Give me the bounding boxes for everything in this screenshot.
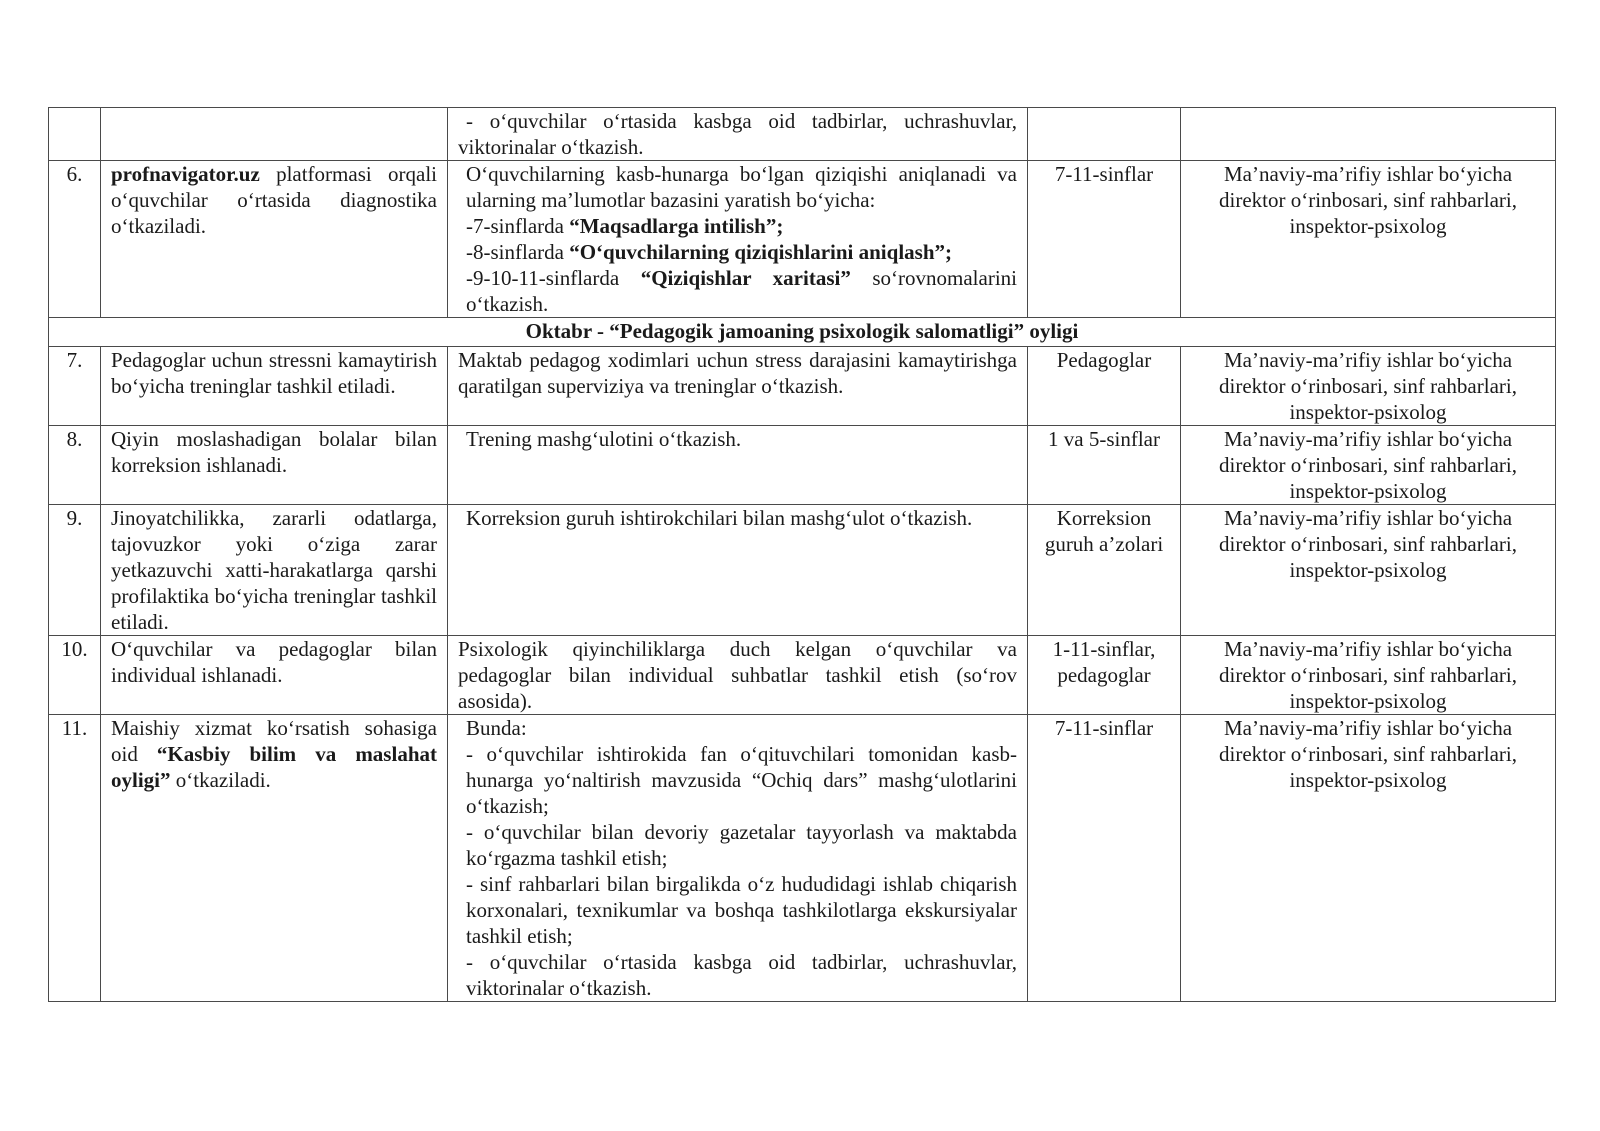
description-item: - sinf rahbarlari bilan birgalikda o‘z hududidagi ishlab chiqarish korxonalari, texnikumlar va boshqa tashkilotlarga ekskursiyalar tashkil etish; [466,872,1017,948]
activity-cell [101,108,448,161]
platform-name: profnavigator.uz [111,162,260,186]
plan-table [48,107,1556,1002]
description-cell [448,108,1028,161]
activity-cell: Jinoyatchilikka, zararli odatlarga, tajovuzkor yoki o‘ziga zarar yetkazuvchi xatti-harakatlarga qarshi profilaktika bo‘yicha treninglar tashkil etiladi. [101,505,448,636]
description-cell: Maktab pedagog xodimlari uchun stress darajasini kamaytirishga qaratilgan superviziya va treninglar o‘tkazish. [448,347,1028,426]
section-row [49,318,1556,347]
description-text: Korreksion guruh ishtirokchilari bilan mashg‘ulot o‘tkazish. [466,506,973,530]
activity-text: platformasi orqali o‘quvchilar o‘rtasida diagnostika o‘tkaziladi. [111,162,437,238]
description-intro: Bunda: [466,716,527,740]
section-title: Oktabr - “Pedagogik jamoaning psixologik salomatligi” oyligi [49,318,1556,347]
row-number [49,108,101,161]
description-item: - o‘quvchilar o‘rtasida kasbga oid tadbirlar, uchrashuvlar, viktorinalar o‘tkazish. [466,950,1017,1000]
description-cell [448,426,1028,505]
row-number: 9. [49,505,101,636]
table-row [49,715,1556,1002]
description-cell [448,161,1028,318]
item-prefix: -7-sinflarda [466,214,570,238]
target-cell: 7-11-sinflar [1028,715,1181,1002]
target-cell: Korreksion guruh a’zolari [1028,505,1181,636]
target-cell: 1-11-sinflar, pedagoglar [1028,636,1181,715]
description-item [458,239,1017,265]
table-row [49,505,1556,636]
table-row [49,636,1556,715]
activity-cell [101,715,448,1002]
event-title: “Kasbiy bilim va maslahat oyligi” [111,742,437,792]
target-cell: Pedagoglar [1028,347,1181,426]
description-text: - o‘quvchilar o‘rtasida kasbga oid tadbirlar, uchrashuvlar, viktorinalar o‘tkazish. [458,109,1017,159]
description-cell: Psixologik qiyinchiliklarga duch kelgan o‘quvchilar va pedagoglar bilan individual suhbatlar tashkil etish (so‘rov asosida). [448,636,1028,715]
description-item [458,213,1017,239]
target-cell: 1 va 5-sinflar [1028,426,1181,505]
table-row [49,108,1556,161]
description-cell [448,505,1028,636]
table-row [49,161,1556,318]
responsible-cell [1181,108,1556,161]
responsible-cell: Ma’naviy-ma’rifiy ishlar bo‘yicha direktor o‘rinbosari, sinf rahbarlari, inspektor-psixolog [1181,161,1556,318]
row-number: 7. [49,347,101,426]
responsible-cell: Ma’naviy-ma’rifiy ishlar bo‘yicha direktor o‘rinbosari, sinf rahbarlari, inspektor-psixolog [1181,347,1556,426]
activity-cell: Qiyin moslashadigan bolalar bilan korreksion ishlanadi. [101,426,448,505]
responsible-cell: Ma’naviy-ma’rifiy ishlar bo‘yicha direktor o‘rinbosari, sinf rahbarlari, inspektor-psixolog [1181,636,1556,715]
row-number: 10. [49,636,101,715]
item-title: “Qiziqishlar xaritasi” [640,266,851,290]
row-number: 8. [49,426,101,505]
target-cell: 7-11-sinflar [1028,161,1181,318]
description-text: Trening mashg‘ulotini o‘tkazish. [466,427,742,451]
description-item: - o‘quvchilar bilan devoriy gazetalar tayyorlash va maktabda ko‘rgazma tashkil etish; [466,820,1017,870]
responsible-cell: Ma’naviy-ma’rifiy ishlar bo‘yicha direktor o‘rinbosari, sinf rahbarlari, inspektor-psixolog [1181,426,1556,505]
table-row [49,426,1556,505]
description-item: - o‘quvchilar ishtirokida fan o‘qituvchilari tomonidan kasb-hunarga yo‘naltirish mavzusida “Ochiq dars” mashg‘ulotlarini o‘tkazish; [466,742,1017,818]
activity-cell [101,161,448,318]
item-prefix: -9-10-11-sinflarda [466,266,641,290]
item-title: “O‘quvchilarning qiziqishlarini aniqlash”; [569,240,952,264]
activity-text: Maishiy xizmat ko‘rsatish sohasiga oid [111,716,437,766]
activity-cell: Pedagoglar uchun stressni kamaytirish bo‘yicha treninglar tashkil etiladi. [101,347,448,426]
description-intro: O‘quvchilarning kasb-hunarga bo‘lgan qiziqishi aniqlanadi va ularning ma’lumotlar bazasini yaratish bo‘yicha: [466,162,1017,212]
description-cell [448,715,1028,1002]
item-prefix: -8-sinflarda [466,240,570,264]
responsible-cell: Ma’naviy-ma’rifiy ishlar bo‘yicha direktor o‘rinbosari, sinf rahbarlari, inspektor-psixolog [1181,505,1556,636]
item-title: “Maqsadlarga intilish”; [569,214,784,238]
responsible-cell: Ma’naviy-ma’rifiy ishlar bo‘yicha direktor o‘rinbosari, sinf rahbarlari, inspektor-psixolog [1181,715,1556,1002]
target-cell [1028,108,1181,161]
description-item [458,265,1017,317]
activity-cell: O‘quvchilar va pedagoglar bilan individual ishlanadi. [101,636,448,715]
row-number: 6. [49,161,101,318]
row-number: 11. [49,715,101,1002]
table-row [49,347,1556,426]
item-suffix: so‘rovnomalarini o‘tkazish. [466,266,1017,316]
activity-text: o‘tkaziladi. [170,768,271,792]
